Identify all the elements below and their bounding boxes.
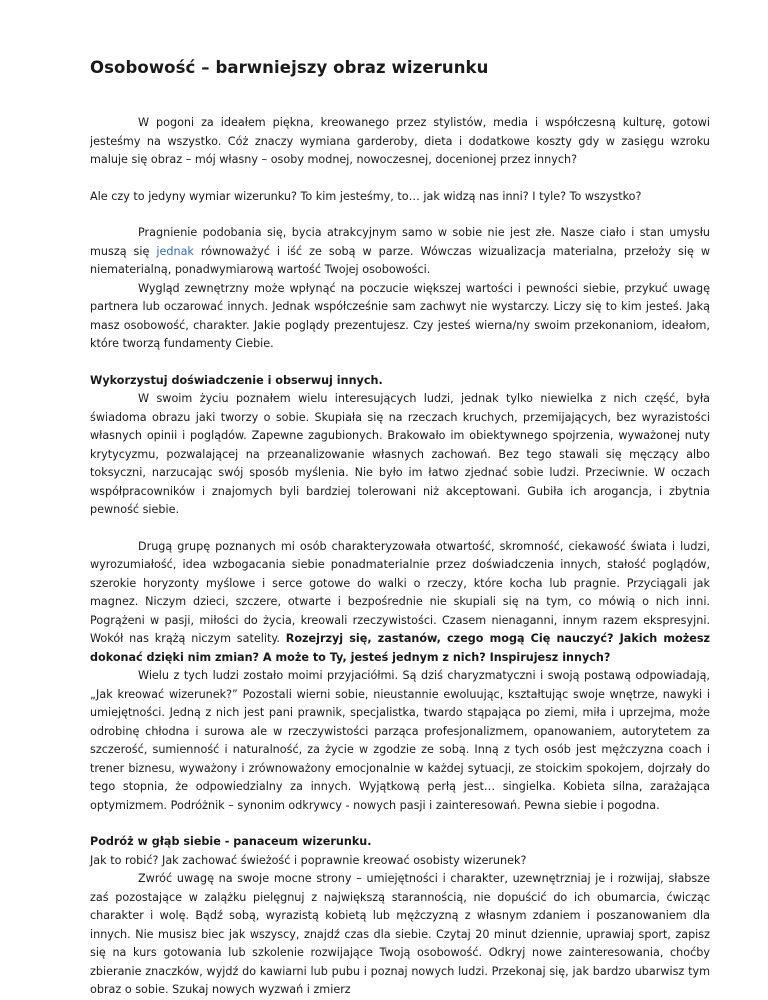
intro-paragraph-3-end: równoważyć i iść ze sobą w parze. Wówczas wizualizacja materialna, przełoży się w niematerialną, ponadwymiarową wartość Twojej osobowości. [90,244,710,276]
page-title: Osobowość – barwniejszy obraz wizerunku [90,58,489,77]
section-1-paragraph-2-text: Drugą grupę poznanych mi osób charakteryzowała otwartość, skromność, ciekawość świata i ludzi, wyrozumiałość, idea wzbogacania siebie ponadmaterialnie przez doświadczenia innych, stałość poglądów, szerokie horyzonty myślowe i serce gotowe do walki o rzeczy, które kocha lub pragnie. Przyciągali jak magnez. Niczym dzieci, szczere, otwarte i bezpośrednie nie skupiali się na tym, co mówią o nich inni. Pogrążeni w pasji, miłości do życia, kreowali rzeczywistości. Czasem nienaganni, innym razem ekspresyjni. Wokół nas krążą niczym satelity. [90,539,710,645]
intro-paragraph-2: Ale czy to jedyny wymiar wizerunku? To kim jesteśmy, to… jak widzą nas inni? I tyle? To wszystko? [90,189,642,203]
section-1-paragraph-1: W swoim życiu poznałem wielu interesujących ludzi, jednak tylko niewielka z nich część, była świadoma obrazu jaki tworzy o sobie. Skupiała się na rzeczach kruchych, przemijających, bez wyrazistości własnych opinii i poglądów. Zapewne zagubionych. Brakowało im obiektywnego spojrzenia, wyważonej nuty krytycyzmu, pozwalającej na przeanalizowanie własnych zachowań. Bez tego stawali się męczący albo toksyczni, narzucając swój sposób myślenia. Nie było im łatwo zjednać sobie ludzi. Przeciwnie. W oczach współpracowników i znajomych byli bardziej tolerowani niż akceptowani. Gubiła ich arogancja, i zbytnia pewność siebie. [90,392,710,516]
section-1-heading: Wykorzystuj doświadczenie i obserwuj innych. [90,373,383,387]
intro-paragraph-1: W pogoni za ideałem piękna, kreowanego przez stylistów, media i współczesną kulturę, gotowi jesteśmy na wszystko. Cóż znaczy wymiana garderoby, dieta i dodatkowe koszty gdy w zasięgu wzroku maluje się obraz – mój własny – osoby modnej, nowoczesnej, docenionej przez innych? [90,116,710,166]
intro-paragraph-3-start: Pragnienie podobania się, bycia atrakcyjnym samo w sobie nie jest złe. Nasze ciało i stan umysłu muszą się [90,226,710,258]
section-1-paragraph-2 [90,538,710,668]
intro-paragraph-3 [90,224,710,280]
section-1-paragraph-3: Wielu z tych ludzi zostało moimi przyjaciółmi. Są dziś charyzmatyczni i swoją postawą odpowiadają, „Jak kreować wizerunek?” Pozostali wierni sobie, nieustannie ewoluując, kształtując swoje wnętrze, nawyki i umiejętności. Jedną z nich jest pani prawnik, specjalistka, twardo stąpająca po ziemi, miła i uprzejma, może odrobinę chłodna i surowa ale w rzeczywistości parząca profesjonalizmem, opanowaniem, autorytetem za szczerość, sumienność i naturalność, za życie w zgodzie ze sobą. Inną z tych osób jest mężczyzna coach i trener biznesu, wyważony i zrównoważony emocjonalnie w każdej sytuacji, ze stoickim spokojem, dojrzały do tego stopnia, że odpowiedzialny za innych. Wyjątkową perłą jest… singielka. Kobieta silna, zarażająca optymizmem. Podróżnik – synonim odkrywcy - nowych pasji i zainteresowań. Pewna siebie i pogodna. [90,669,710,812]
intro-paragraph-4: Wygląd zewnętrzny może wpłynąć na poczucie większej wartości i pewności siebie, przykuć uwagę partnera lub oczarować innych. Jednak współcześnie sam zachwyt nie wystarczy. Liczy się to kim jesteś. Jaką masz osobowość, charakter. Jakie poglądy prezentujesz. Czy jesteś wierna/ny swoim przekonaniom, ideałom, które tworzą fundamenty Ciebie. [90,281,710,350]
section-2-heading: Podróż w głąb siebie - panaceum wizerunku. [90,835,372,848]
keyword-jednak: jednak [156,244,194,258]
section-1-paragraph-2-bold: Rozejrzyj się, zastanów, czego mogą Cię nauczyć? Jakich możesz dokonać dzięki nim zmian? A może to Ty, jesteś jednym z nich? Inspirujesz innych? [90,632,710,664]
section-2-paragraph-1: Zwróć uwagę na swoje mocne strony – umiejętności i charakter, uzewnętrzniaj je i rozwijaj, słabsze zaś pozostające w zalążku pielęgnuj z największą starannością, nie dopuścić do ich obumarcia, ćwicząc charakter i wolę. Bądź sobą, wyrazistą kobietą lub mężczyzną z własnym zdaniem i poszanowaniem dla innych. Nie musisz biec jak wszyscy, znajdź czas dla siebie. Czytaj 20 minut dziennie, uprawiaj sport, zapisz się na kurs gotowania lub szkolenie rozwijające Twoją osobowość. Odkryj nowe zainteresowania, choćby zbieranie znaczków, wyjdź do kawiarni lub pubu i poznaj nowych ludzi. Przekonaj się, jak bardzo ubarwisz tym obraz o sobie. Szukaj nowych wyzwań i zmierz [90,872,710,996]
section-2-intro: Jak to robić? Jak zachować świeżość i poprawnie kreować osobisty wizerunek? [90,853,527,867]
